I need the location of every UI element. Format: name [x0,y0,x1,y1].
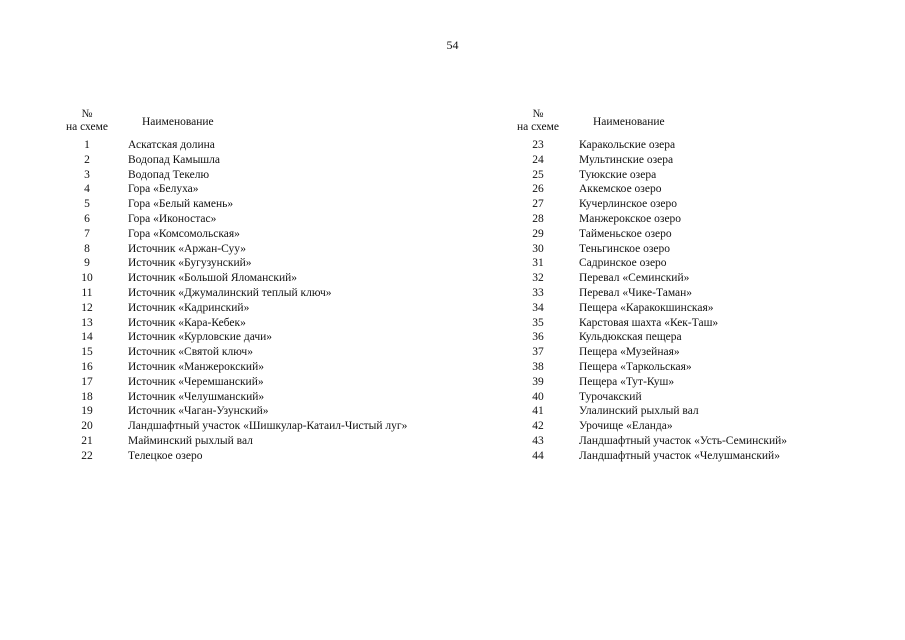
row-name: Перевал «Семинский» [579,272,690,285]
row-name: Источник «Кара-Кебек» [128,316,246,329]
table-row [55,390,455,405]
row-number: 23 [532,139,544,151]
number-header-caption: на схеме [516,121,560,133]
left-rows [55,138,455,464]
row-number: 16 [81,360,93,373]
table-row [506,168,846,183]
row-number: 37 [532,346,544,359]
row-name: Манжерокское озеро [579,212,682,225]
row-number: 41 [532,405,544,418]
row-name: Гора «Иконостас» [128,212,217,225]
row-number: 5 [84,198,90,211]
row-name: Турочакский [579,390,642,403]
row-number: 25 [532,168,544,181]
row-name: Тайменьское озеро [579,227,672,240]
row-name: Источник «Кадринский» [128,301,250,314]
row-name: Водопад Камышла [128,153,220,166]
row-number: 21 [81,434,93,447]
row-name: Улалинский рыхлый вал [579,405,699,418]
table-row [55,301,455,316]
row-name: Пещера «Тут-Куш» [579,375,675,388]
row-name: Пещера «Каракокшинская» [579,301,714,314]
table-row [506,301,846,316]
right-rows [506,138,846,464]
row-name: Источник «Большой Яломанский» [128,272,298,285]
row-name: Источник «Святой ключ» [128,346,253,359]
row-number: 6 [84,212,90,225]
table-row [55,330,455,345]
row-number: 17 [81,375,93,388]
row-number: 10 [81,272,93,285]
table-row [55,271,455,286]
row-name: Источник «Чаган-Узунский» [128,405,269,418]
table-row [55,316,455,331]
row-number: 12 [81,301,93,314]
table-header [55,108,455,138]
row-number: 26 [532,183,544,196]
table-row [506,256,846,271]
row-name: Ландшафтный участок «Усть-Семинский» [579,434,788,447]
table-row [55,256,455,271]
table-row [55,419,455,434]
table-row [55,153,455,168]
row-name: Пещера «Музейная» [579,346,680,359]
table-row [506,419,846,434]
row-name: Каракольские озера [579,139,676,151]
table-row [55,212,455,227]
row-number: 28 [532,212,544,225]
row-number: 34 [532,301,544,314]
table-row [506,330,846,345]
table-row [506,153,846,168]
row-number: 9 [84,257,90,270]
row-name: Урочище «Еланда» [579,420,673,433]
table-row [506,138,846,153]
table-row [506,197,846,212]
row-name: Туюкские озера [579,168,657,181]
table-row [506,316,846,331]
row-number: 24 [532,153,544,166]
row-number: 43 [532,434,544,447]
row-name: Гора «Белый камень» [128,198,234,211]
row-name: Пещера «Таркольская» [579,360,692,373]
row-number: 18 [81,390,93,403]
table-row [506,286,846,301]
table-row [55,182,455,197]
row-name: Источник «Манжерокский» [128,360,264,373]
row-name: Источник «Джумалинский теплый ключ» [128,286,332,299]
row-number: 4 [84,183,90,196]
table-row [506,345,846,360]
table-row [55,286,455,301]
table-row [55,168,455,183]
row-number: 15 [81,346,93,359]
table-row [55,345,455,360]
row-number: 36 [532,331,544,344]
table-row [55,404,455,419]
row-name: Ландшафтный участок «Челушманский» [579,449,780,462]
table-row [506,360,846,375]
table-row [506,390,846,405]
row-number: 30 [532,242,544,255]
row-name: Мультинские озера [579,153,674,166]
row-number: 20 [81,420,93,433]
table-row [55,434,455,449]
row-name: Ландшафтный участок «Шишкулар-Катаил-Чистый луг» [128,420,408,433]
row-name: Аскатская долина [128,139,215,151]
row-number: 13 [81,316,93,329]
row-number: 27 [532,198,544,211]
left-table [55,108,455,464]
table-row [506,227,846,242]
row-number: 35 [532,316,544,329]
row-name: Гора «Белуха» [128,183,199,196]
row-number: 22 [81,449,93,462]
row-number: 7 [84,227,90,240]
table-row [506,434,846,449]
row-name: Гора «Комсомольская» [128,227,240,240]
row-name: Аккемское озеро [579,183,662,196]
table-row [506,212,846,227]
row-number: 31 [532,257,544,270]
row-number: 19 [81,405,93,418]
row-number: 32 [532,272,544,285]
row-number: 8 [84,242,90,255]
table-row [55,375,455,390]
row-name: Кульдюкская пещера [579,331,682,344]
row-name: Источник «Черемшанский» [128,375,264,388]
page-number: 54 [446,38,459,52]
table-row [55,360,455,375]
row-number: 40 [532,390,544,403]
number-column-header [55,108,119,134]
table-row [506,375,846,390]
number-column-header [506,108,570,134]
number-header-caption: на схеме [65,121,109,133]
row-number: 39 [532,375,544,388]
row-name: Майминский рыхлый вал [128,434,253,447]
table-row [506,242,846,257]
row-name: Водопад Текелю [128,168,210,181]
row-number: 33 [532,286,544,299]
table-row [55,242,455,257]
table-row [506,404,846,419]
number-header-symbol: № [81,108,93,120]
table-row [506,271,846,286]
table-row [55,197,455,212]
name-column-header: Наименование [142,116,214,128]
row-number: 29 [532,227,544,240]
row-number: 44 [532,449,544,462]
right-table [506,108,846,464]
table-row [55,138,455,153]
row-name: Источник «Челушманский» [128,390,265,403]
row-name: Источник «Бугузунский» [128,257,252,270]
name-column-header: Наименование [593,116,665,128]
table-row [506,182,846,197]
row-number: 38 [532,360,544,373]
row-number: 14 [81,331,93,344]
table-row [55,449,455,464]
row-name: Карстовая шахта «Кек-Таш» [579,316,719,329]
row-name: Источник «Курловские дачи» [128,331,273,344]
row-number: 2 [84,153,90,166]
table-header [506,108,846,138]
row-number: 42 [532,420,544,433]
table-row [55,227,455,242]
row-name: Источник «Аржан-Суу» [128,242,247,255]
row-number: 3 [84,168,90,181]
row-name: Кучерлинское озеро [579,198,677,211]
row-name: Телецкое озеро [128,449,203,462]
table-row [506,449,846,464]
row-number: 1 [84,139,90,151]
row-number: 11 [81,286,93,299]
row-name: Перевал «Чике-Таман» [579,286,693,299]
row-name: Теньгинское озеро [579,242,670,255]
row-name: Садринское озеро [579,257,667,270]
number-header-symbol: № [532,108,544,120]
